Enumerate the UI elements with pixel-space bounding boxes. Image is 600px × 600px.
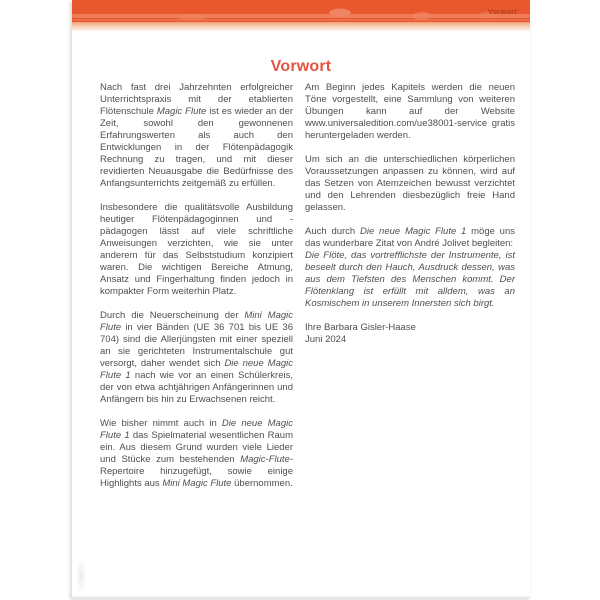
italic-text: Magic Flute — [156, 106, 207, 117]
text-run: Um sich an die unterschiedlichen körperlichen Voraussetzungen anpassen zu können, wird auf das Setzen von Atemzeichen bewusst verzichtet und den Lehrenden diesbezüglich freie Hand gelassen. — [305, 154, 515, 213]
text-run: nach wie vor an einen Schülerkreis, der von etwa achtjährigen Anfängerinnen und Anfängern bis hin zu Erwachsenen reicht. — [100, 370, 294, 405]
text-run: das Spielmaterial wesentlichen Raum ein. Aus diesem Grund wurden viele Lieder und Stücke zum bestehenden — [100, 430, 293, 465]
page-title: Vorwort — [270, 58, 332, 75]
header-section-label: Vorwort — [487, 7, 517, 16]
italic-text: Die neue Magic Flute 1 — [100, 358, 293, 381]
scan-artifact — [76, 558, 86, 594]
paragraph — [100, 310, 293, 406]
paragraph — [305, 82, 515, 142]
text-run: möge uns das wunderbare Zitat von André Jolivet begleiten: — [305, 226, 515, 249]
text-run: Auch durch — [305, 226, 361, 237]
signature-date: Juni 2024 — [305, 334, 347, 345]
page-bottom-edge — [72, 595, 530, 598]
text-run: Nach fast drei Jahrzehnten erfolgreicher Unterrichtspraxis mit der etablierten Flötenschule — [100, 82, 293, 117]
right-column — [305, 82, 515, 502]
paragraph — [100, 202, 293, 298]
book-page — [72, 0, 530, 598]
text-run: übernommen. — [231, 478, 293, 489]
text-run: ist es wieder an der Zeit, sowohl den gewonnenen Erfahrungswerten als auch den Entwicklungen in der Flötenpädagogik Rechnung zu tragen, und mit dieser revidierten Neuausgabe die Bedürfnisse des Anfangsunterrichts zeitgemäß zu erfüllen. — [100, 106, 293, 189]
italic-text: Die Flöte, das vortrefflichste der Instrumente, ist beseelt durch den Hauch, Ausdruck dessen, was aus dem Tiefsten des Menschen kommt. Der Flötenklang ist erfüllt mit alldem, was an Kosmischem in unserem Innersten sich birgt. — [305, 250, 515, 309]
text-run: Durch die Neuerscheinung der — [100, 310, 245, 321]
italic-text: Die neue Magic Flute 1 — [100, 418, 293, 441]
header-band-fade — [72, 22, 530, 31]
italic-text: Die neue Magic Flute 1 — [360, 226, 467, 237]
flute-decoration-icon — [72, 0, 530, 22]
text-run: Insbesondere die qualitätsvolle Ausbildung heutiger Flötenpädagoginnen und -pädagogen lässt auf viele schriftliche Anweisungen verzichten, wie sie unter anderem für das Selbststudium konzipiert waren. Die wichtigen Bereiche Atmung, Ansatz und Fingerhaltung finden jedoch in kompakter Form weiterhin Platz. — [100, 202, 293, 297]
paragraph — [305, 154, 515, 214]
paragraph — [100, 82, 293, 190]
paragraph — [305, 226, 515, 250]
text-run: Wie bisher nimmt auch in — [100, 418, 222, 429]
paragraph — [100, 418, 293, 490]
italic-text: Mini Magic Flute — [100, 310, 293, 333]
italic-text: Magic-Flute- — [240, 454, 293, 465]
signature-name: Ihre Barbara Gisler-Haase — [305, 322, 416, 333]
text-run: Repertoire hinzugefügt, sowie einige Highlights aus — [100, 466, 293, 489]
text-run: in vier Bänden (UE 36 701 bis UE 36 704) sind die Allerjüngsten mit einer speziell an sie gerichteten Instrumentalschule gut versorgt, daher wendet sich — [100, 322, 293, 369]
signature-block — [305, 322, 515, 346]
quote-paragraph — [305, 250, 515, 310]
italic-text: Mini Magic Flute — [162, 478, 232, 489]
text-run: Am Beginn jedes Kapitels werden die neuen Töne vorgestellt, eine Sammlung von weiteren Übungen kann auf der Website www.universaledition.com/ue38001-service gratis heruntergeladen werden. — [305, 82, 515, 141]
text-columns — [72, 82, 530, 502]
header-band — [72, 0, 530, 22]
left-column — [100, 82, 293, 502]
